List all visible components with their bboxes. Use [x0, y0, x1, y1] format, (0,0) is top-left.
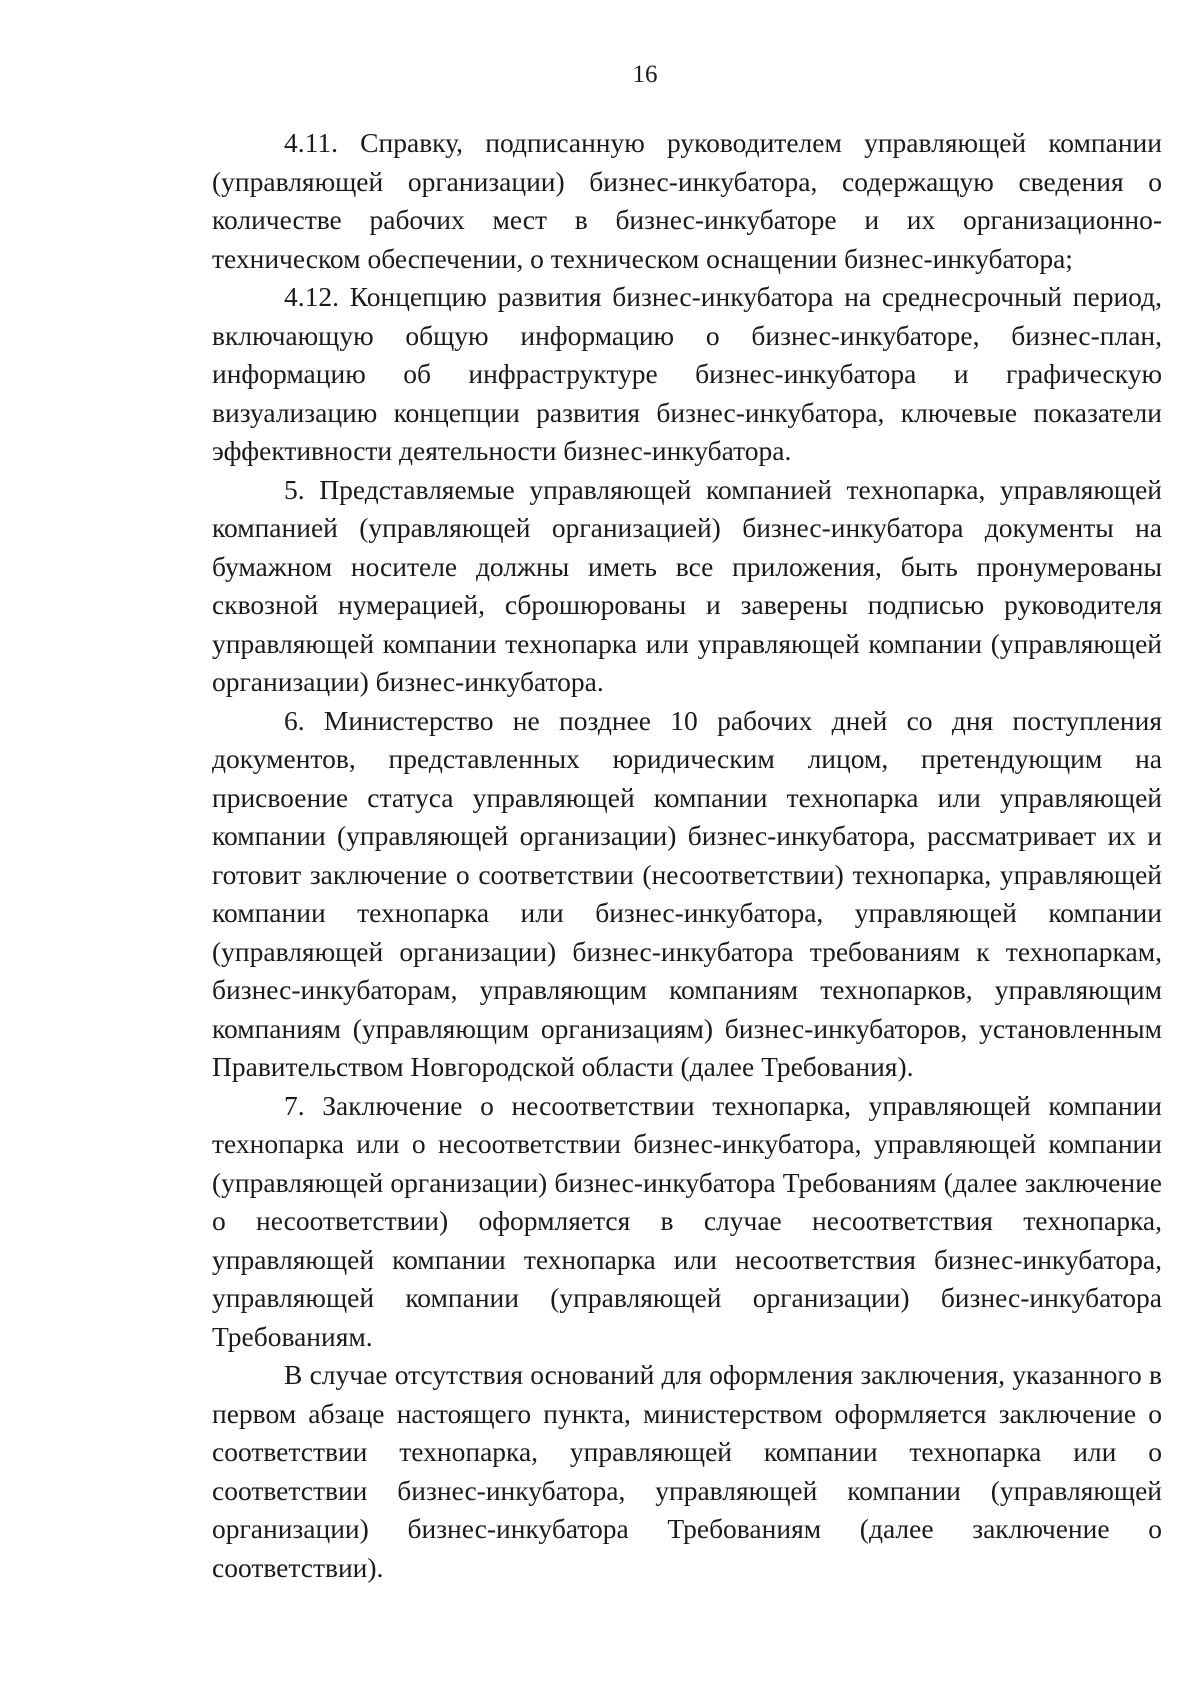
- paragraph-7-second: В случае отсутствия оснований для оформления заключения, указанного в первом абзаце настоящего пункта, министерством оформляется заключение о соответствии технопарка, управляющей компании технопарка или о соответствии бизнес-инкубатора, управляющей компании (управляющей организации) бизнес-инкубатора Требованиям (далее заключение о соответствии).: [212, 1359, 1162, 1583]
- document-body: [212, 124, 1162, 1587]
- page-number: 16: [632, 61, 658, 88]
- paragraph-5: 5. Представляемые управляющей компанией технопарка, управляющей компанией (управляющей организацией) бизнес-инкубатора документы на бумажном носителе должны иметь все приложения, быть пронумерованы сквозной нумерацией, сброшюрованы и заверены подписью руководителя управляющей компании технопарка или управляющей компании (управляющей организации) бизнес-инкубатора.: [212, 473, 1162, 697]
- paragraph-4-11: 4.11. Справку, подписанную руководителем управляющей компании (управляющей организации) бизнес-инкубатора, содержащую сведения о количестве рабочих мест в бизнес-инкубаторе и их организационно-техническом обеспечении, о техническом оснащении бизнес-инкубатора;: [212, 127, 1162, 274]
- paragraph-6: 6. Министерство не позднее 10 рабочих дней со дня поступления документов, представленных юридическим лицом, претендующим на присвоение статуса управляющей компании технопарка или управляющей компании (управляющей организации) бизнес-инкубатора, рассматривает их и готовит заключение о соответствии (несоответствии) технопарка, управляющей компании технопарка или бизнес-инкубатора, управляющей компании (управляющей организации) бизнес-инкубатора требованиям к технопаркам, бизнес-инкубаторам, управляющим компаниям технопарков, управляющим компаниям (управляющим организациям) бизнес-инкубаторов, установленным Правительством Новгородской области (далее Требования).: [212, 704, 1162, 1082]
- paragraph-7: 7. Заключение о несоответствии технопарка, управляющей компании технопарка или о несоответствии бизнес-инкубатора, управляющей компании (управляющей организации) бизнес-инкубатора Требованиям (далее заключение о несоответствии) оформляется в случае несоответствия технопарка, управляющей компании технопарка или несоответствия бизнес-инкубатора, управляющей компании (управляющей организации) бизнес-инкубатора Требованиям.: [212, 1089, 1162, 1352]
- paragraph-4-12: 4.12. Концепцию развития бизнес-инкубатора на среднесрочный период, включающую общую информацию о бизнес-инкубаторе, бизнес-план, информацию об инфраструктуре бизнес-инкубатора и графическую визуализацию концепции развития бизнес-инкубатора, ключевые показатели эффективности деятельности бизнес-инкубатора.: [212, 281, 1162, 466]
